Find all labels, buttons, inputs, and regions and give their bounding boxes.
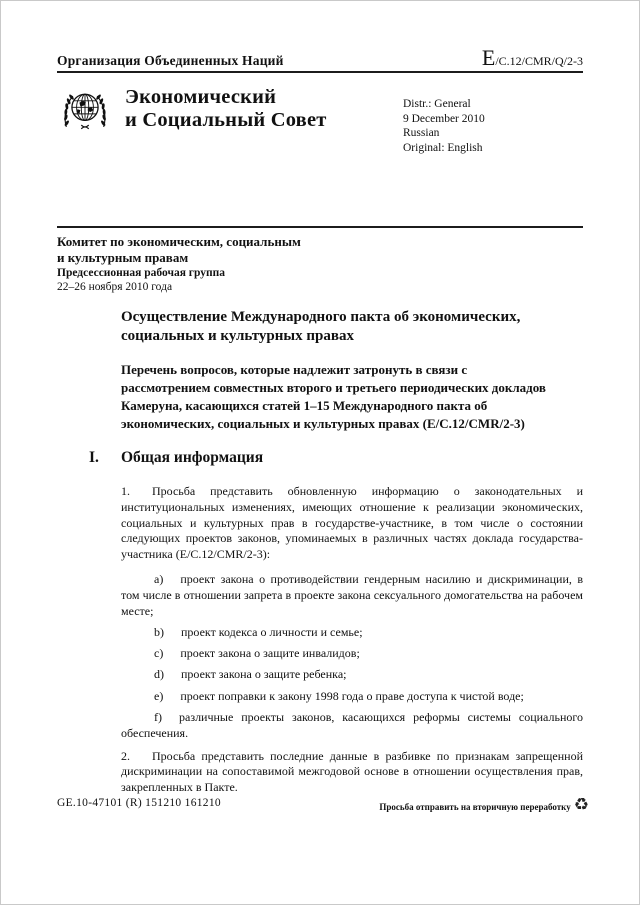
list-item-a (121, 572, 583, 619)
committee-block (57, 234, 301, 294)
paragraph-2-number: 2. (121, 748, 130, 763)
section-rule (57, 226, 583, 228)
list-item-d-label: d) (154, 667, 164, 682)
doc-symbol-number: /C.12/CMR/Q/2-3 (495, 54, 583, 68)
list-item-f (121, 710, 583, 742)
list-item-e (121, 689, 583, 705)
org-name: Организация Объединенных Наций (57, 53, 284, 68)
recycle-notice (379, 797, 589, 814)
list-item-b-text: проект кодекса о личности и семье; (181, 624, 363, 639)
list-item-b-label: b) (154, 624, 164, 639)
list-item-e-label: e) (154, 688, 164, 703)
recycle-note-text: Просьба отправить на вторичную переработку (379, 802, 571, 812)
emblem-row (57, 83, 327, 141)
committee-session: Предсессионная рабочая группа (57, 267, 226, 279)
body-text (121, 484, 583, 796)
distr-line: Distr.: General (403, 98, 471, 110)
committee-name-line1: Комитет по экономическим, социальным (57, 234, 301, 249)
header-rule (57, 71, 583, 73)
list-item-f-label: f) (154, 710, 162, 725)
section-heading-text: Общая информация (121, 449, 264, 466)
distr-original: Original: English (403, 141, 483, 154)
list-item-f-text: различные проекты законов, касающихся реформы системы социального обеспечения. (121, 710, 583, 740)
list-item-b (121, 625, 583, 641)
masthead (57, 47, 583, 69)
section-numeral: I. (89, 449, 99, 466)
list-item-c-text: проект закона о защите инвалидов; (180, 646, 360, 661)
list-item-a-text: проект закона о противодействии гендерным насилию и дискриминации, в том числе в отношении запрета в проекте закона сексуального домогательства на рабочем месте; (121, 571, 583, 618)
distr-language: Russian (403, 127, 440, 139)
doc-symbol-series: E (481, 45, 496, 70)
document-title: Осуществление Международного пакта об экономических, социальных и культурных правах (121, 309, 521, 344)
section-heading (89, 449, 263, 467)
distr-date: 9 December 2010 (403, 112, 485, 125)
list-item-d (121, 667, 583, 683)
paragraph-2 (121, 749, 583, 796)
document-reference: GE.10-47101 (R) 151210 161210 (57, 797, 221, 809)
committee-name (57, 234, 301, 265)
committee-dates: 22–26 ноября 2010 года (57, 280, 173, 293)
page-footer (57, 797, 589, 814)
document-subtitle: Перечень вопросов, которые надлежит затронуть в связи с рассмотрением совместных второго и третьего периодических докладов Камеруна, касающихся статей 1–15 Международного пакта об экономических, социальных и культурных правах (E/C.12/CMR/2-3) (121, 362, 546, 431)
list-item-c-label: c) (154, 646, 164, 661)
paragraph-1-number: 1. (121, 484, 130, 498)
committee-name-line2: и культурным правам (57, 249, 189, 265)
council-title (125, 83, 327, 132)
council-title-line1: Экономический (125, 86, 277, 108)
list-item-d-text: проект закона о защите ребенка; (181, 667, 347, 682)
paragraph-2-text: Просьба представить последние данные в разбивке по признакам запрещенной дискриминации на сопоставимой межгодовой основе в отношении осуществления прав, закрепленных в Пакте. (121, 748, 583, 795)
distr-block (403, 97, 485, 155)
paragraph-1 (121, 484, 583, 563)
list-item-a-label: a) (154, 571, 164, 586)
list-item-c (121, 646, 583, 662)
list-item-e-text: проект поправки к закону 1998 года о праве доступа к чистой воде; (180, 688, 524, 703)
council-title-line2: и Социальный Совет (125, 109, 327, 131)
doc-symbol (482, 47, 583, 69)
un-emblem-icon (57, 83, 113, 141)
paragraph-1-text: Просьба представить обновленную информацию о законодательных и институциональных изменениях, имеющих отношение к реализации экономических, социальных и культурных прав в государстве-участнике, в том числе о состоянии следующих проектов законов, упоминаемых в различных частях доклада государства-участника (E/C.12/CMR/2-3): (121, 484, 583, 562)
recycle-icon: ♻ (573, 795, 589, 815)
